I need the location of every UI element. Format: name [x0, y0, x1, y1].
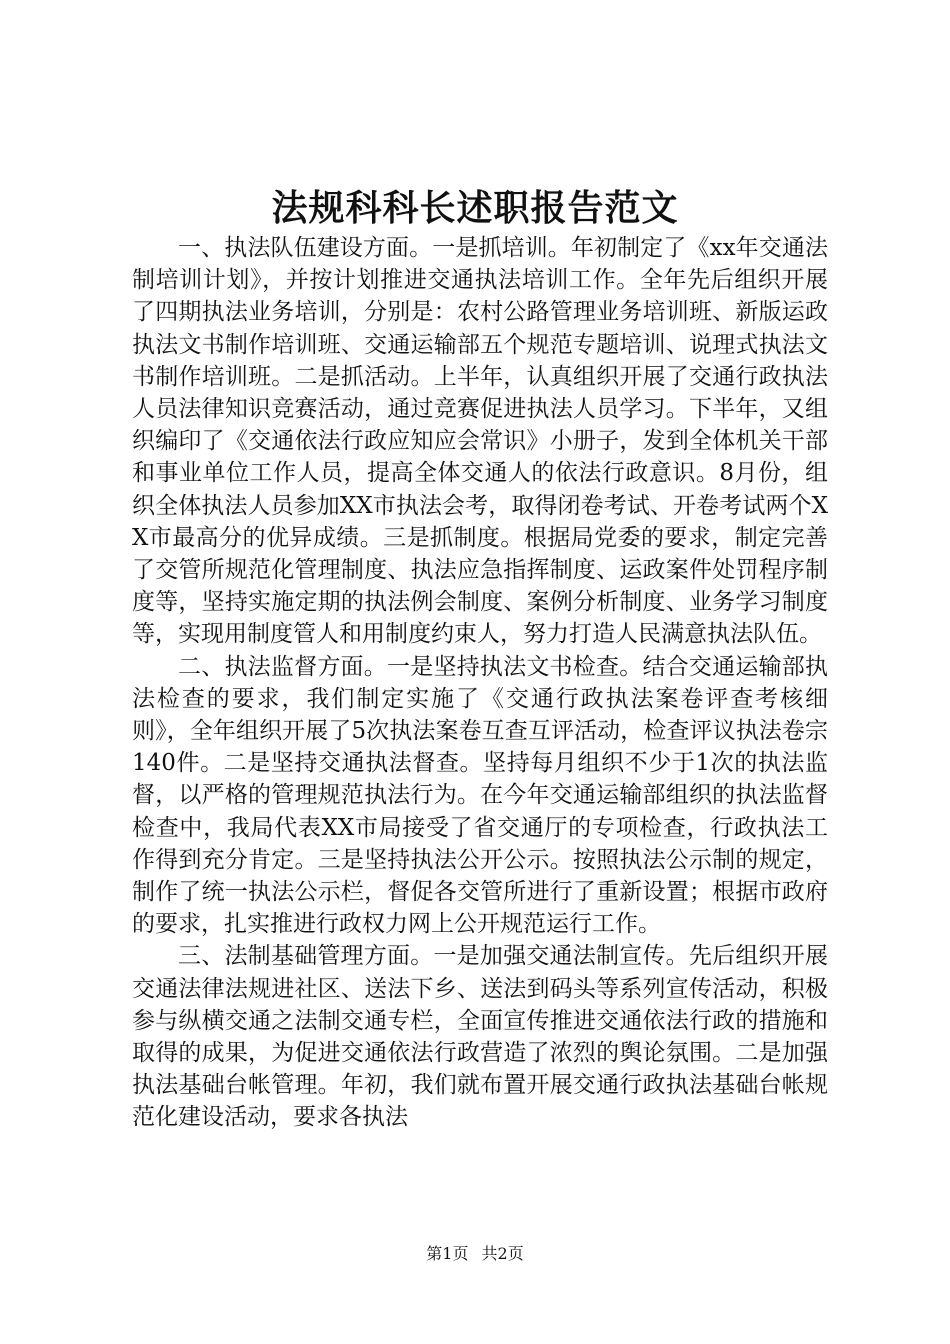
page-total: 共2页	[481, 1244, 524, 1263]
page-number: 第1页	[426, 1244, 469, 1263]
document-body	[132, 232, 828, 1134]
paragraph-2: 二、执法监督方面。一是坚持执法文书检查。结合交通运输部执法检查的要求，我们制定实施了《交通行政执法案卷评查考核细则》，全年组织开展了5次执法案卷互查互评活动，检查评议执法卷宗140件。二是坚持交通执法督查。坚持每月组织不少于1次的执法监督，以严格的管理规范执法行为。在今年交通运输部组织的执法监督检查中，我局代表XX市局接受了省交通厅的专项检查，行政执法工作得到充分肯定。三是坚持执法公开公示。按照执法公示制的规定，制作了统一执法公示栏，督促各交管所进行了重新设置；根据市政府的要求，扎实推进行政权力网上公开规范运行工作。	[132, 653, 828, 938]
document-title: 法规科科长述职报告范文	[271, 187, 679, 229]
paragraph-1: 一、执法队伍建设方面。一是抓培训。年初制定了《xx年交通法制培训计划》，并按计划推进交通执法培训工作。全年先后组织开展了四期执法业务培训，分别是：农村公路管理业务培训班、新版运政执法文书制作培训班、交通运输部五个规范专题培训、说理式执法文书制作培训班。二是抓活动。上半年，认真组织开展了交通行政执法人员法律知识竞赛活动，通过竞赛促进执法人员学习。下半年，又组织编印了《交通依法行政应知应会常识》小册子，发到全体机关干部和事业单位工作人员，提高全体交通人的依法行政意识。8月份，组织全体执法人员参加XX市执法会考，取得闭卷考试、开卷考试两个XX市最高分的优异成绩。三是抓制度。根据局党委的要求，制定完善了交管所规范化管理制度、执法应急指挥制度、运政案件处罚程序制度等，坚持实施定期的执法例会制度、案例分析制度、业务学习制度等，实现用制度管人和用制度约束人，努力打造人民满意执法队伍。	[132, 235, 828, 648]
paragraph-3: 三、法制基础管理方面。一是加强交通法制宣传。先后组织开展交通法律法规进社区、送法下乡、送法到码头等系列宣传活动，积极参与纵横交通之法制交通专栏，全面宣传推进交通依法行政的措施和取得的成果，为促进交通依法行政营造了浓烈的舆论氛围。二是加强执法基础台帐管理。年初，我们就布置开展交通行政执法基础台帐规范化建设活动，要求各执法	[132, 943, 828, 1131]
page-footer	[0, 1243, 950, 1265]
